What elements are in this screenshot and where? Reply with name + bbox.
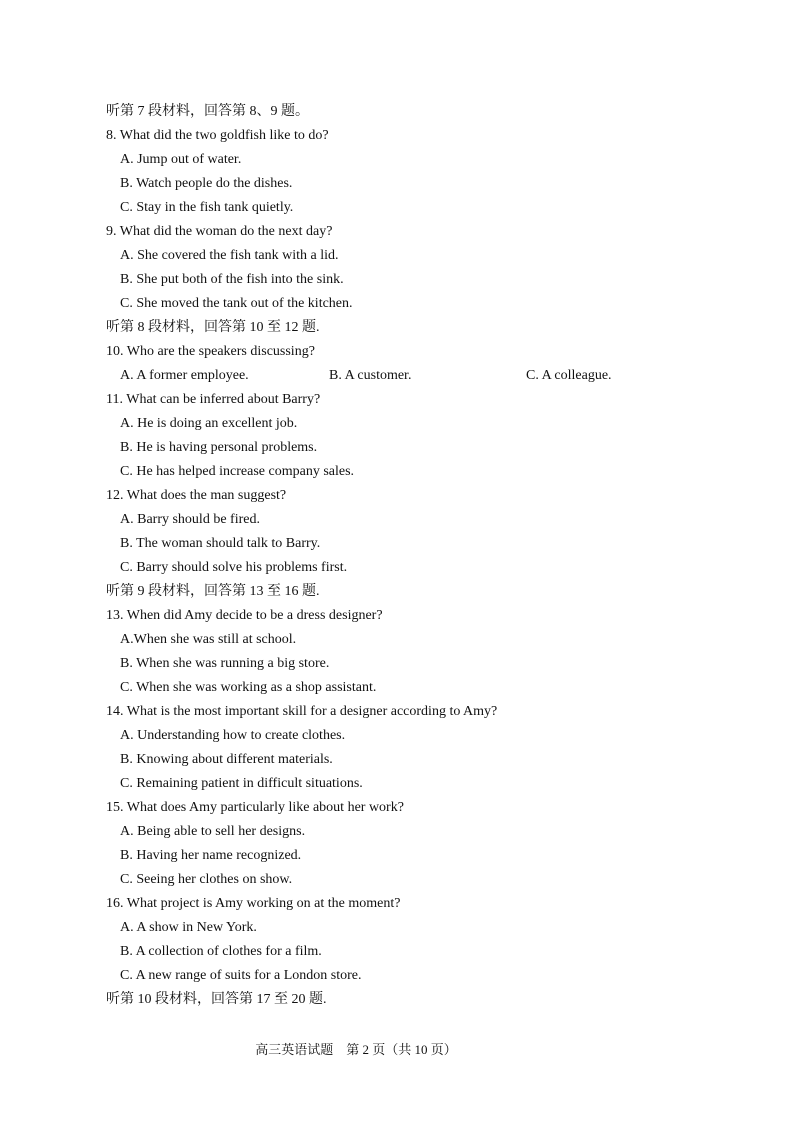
- section-header: 听第 8 段材料，回答第 10 至 12 题.: [106, 320, 320, 335]
- question-15: 15. What does Amy particularly like about her work?: [106, 800, 404, 815]
- question-14: 14. What is the most important skill for a designer according to Amy?: [106, 704, 498, 719]
- option: C. Seeing her clothes on show.: [120, 872, 293, 887]
- option: B. When she was running a big store.: [120, 656, 330, 671]
- option: A. Being able to sell her designs.: [120, 824, 306, 839]
- option: B. A collection of clothes for a film.: [120, 944, 322, 959]
- question-8: 8. What did the two goldfish like to do?: [106, 128, 329, 143]
- option: B. He is having personal problems.: [120, 440, 318, 455]
- option: B. A customer.: [329, 368, 412, 383]
- question-12: 12. What does the man suggest?: [106, 488, 287, 503]
- footer-page-number: 高三英语试题 第 2 页（共 10 页）: [255, 1042, 457, 1057]
- option: C. Barry should solve his problems first.: [120, 560, 348, 575]
- option: B. Having her name recognized.: [120, 848, 302, 863]
- option: C. She moved the tank out of the kitchen.: [120, 296, 353, 311]
- option: A.When she was still at school.: [120, 632, 297, 647]
- option: C. When she was working as a shop assistant.: [120, 680, 377, 695]
- section-header: 听第 10 段材料，回答第 17 至 20 题.: [106, 992, 327, 1007]
- section-header: 听第 7 段材料，回答第 8、9 题。: [106, 104, 309, 119]
- option: C. A new range of suits for a London store.: [120, 968, 362, 983]
- question-16: 16. What project is Amy working on at the moment?: [106, 896, 401, 911]
- section-header: 听第 9 段材料，回答第 13 至 16 题.: [106, 584, 320, 599]
- question-13: 13. When did Amy decide to be a dress designer?: [106, 608, 383, 623]
- option: A. Barry should be fired.: [120, 512, 260, 527]
- option: A. A show in New York.: [120, 920, 257, 935]
- option: C. Stay in the fish tank quietly.: [120, 200, 294, 215]
- option: A. Jump out of water.: [120, 152, 242, 167]
- option: B. The woman should talk to Barry.: [120, 536, 321, 551]
- option: C. Remaining patient in difficult situations.: [120, 776, 363, 791]
- option: A. He is doing an excellent job.: [120, 416, 298, 431]
- question-11: 11. What can be inferred about Barry?: [106, 392, 321, 407]
- option: C. He has helped increase company sales.: [120, 464, 355, 479]
- option: B. Watch people do the dishes.: [120, 176, 293, 191]
- option: A. A former employee.: [120, 368, 249, 383]
- option: A. Understanding how to create clothes.: [120, 728, 346, 743]
- question-10: 10. Who are the speakers discussing?: [106, 344, 315, 359]
- page-content: [106, 100, 706, 1012]
- question-9: 9. What did the woman do the next day?: [106, 224, 333, 239]
- option: B. She put both of the fish into the sink.: [120, 272, 344, 287]
- page-footer: [0, 1040, 794, 1060]
- option: C. A colleague.: [526, 368, 612, 383]
- options-row: [106, 364, 706, 388]
- option: B. Knowing about different materials.: [120, 752, 333, 767]
- option: A. She covered the fish tank with a lid.: [120, 248, 339, 263]
